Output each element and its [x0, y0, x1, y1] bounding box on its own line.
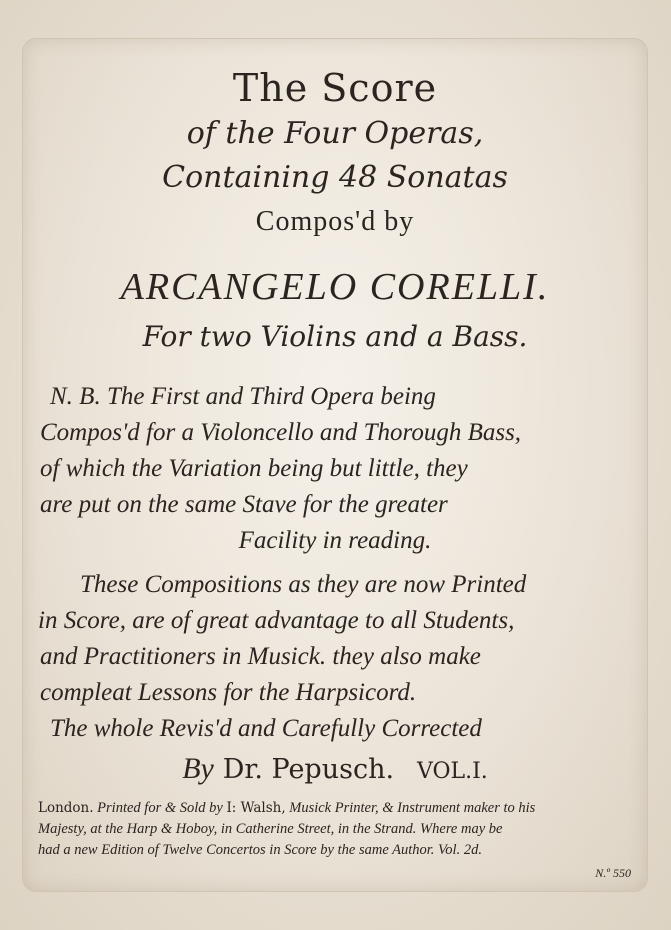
description-line: and Practitioners in Musick. they also make	[40, 643, 481, 670]
imprint-line: Majesty, at the Harp & Hoboy, in Catherine Street, in the Strand. Where may be	[38, 821, 503, 837]
editor-name: Dr. Pepusch.	[222, 754, 395, 785]
subtitle-composed-by: Compos'd by	[255, 206, 415, 237]
imprint-line: had a new Edition of Twelve Concertos in Score by the same Author. Vol. 2d.	[38, 842, 482, 858]
description-line: The whole Revis'd and Carefully Corrected	[50, 715, 482, 742]
imprint-publisher: I: Walsh,	[226, 800, 286, 816]
page-title: The Score	[232, 66, 438, 110]
description-line: These Compositions as they are now Printed	[80, 571, 527, 598]
volume-label: VOL.I.	[416, 759, 488, 784]
plate-number: N.º 550	[595, 866, 631, 880]
imprint-line	[38, 800, 638, 817]
composer-name: ARCANGELO CORELLI.	[120, 266, 550, 308]
description-line: compleat Lessons for the Harpsicord.	[40, 679, 417, 706]
subtitle-operas: of the Four Operas,	[186, 116, 484, 151]
imprint-city: London.	[38, 800, 94, 816]
note-line: Compos'd for a Violoncello and Thorough Bass,	[40, 419, 522, 446]
description-line: in Score, are of great advantage to all Students,	[38, 607, 515, 634]
editor-by: By	[182, 752, 214, 785]
imprint-printed-for: Printed for & Sold by	[97, 800, 223, 816]
instrumentation: For two Violins and a Bass.	[142, 320, 528, 353]
note-line: N. B. The First and Third Opera being	[50, 383, 436, 410]
note-line: are put on the same Stave for the greater	[40, 491, 448, 518]
editor-credit	[30, 752, 640, 786]
note-line: of which the Variation being but little, they	[40, 455, 468, 482]
subtitle-sonatas: Containing 48 Sonatas	[162, 160, 508, 195]
imprint-publisher-title: Musick Printer, & Instrument maker to his	[289, 800, 536, 816]
note-line: Facility in reading.	[238, 527, 432, 554]
